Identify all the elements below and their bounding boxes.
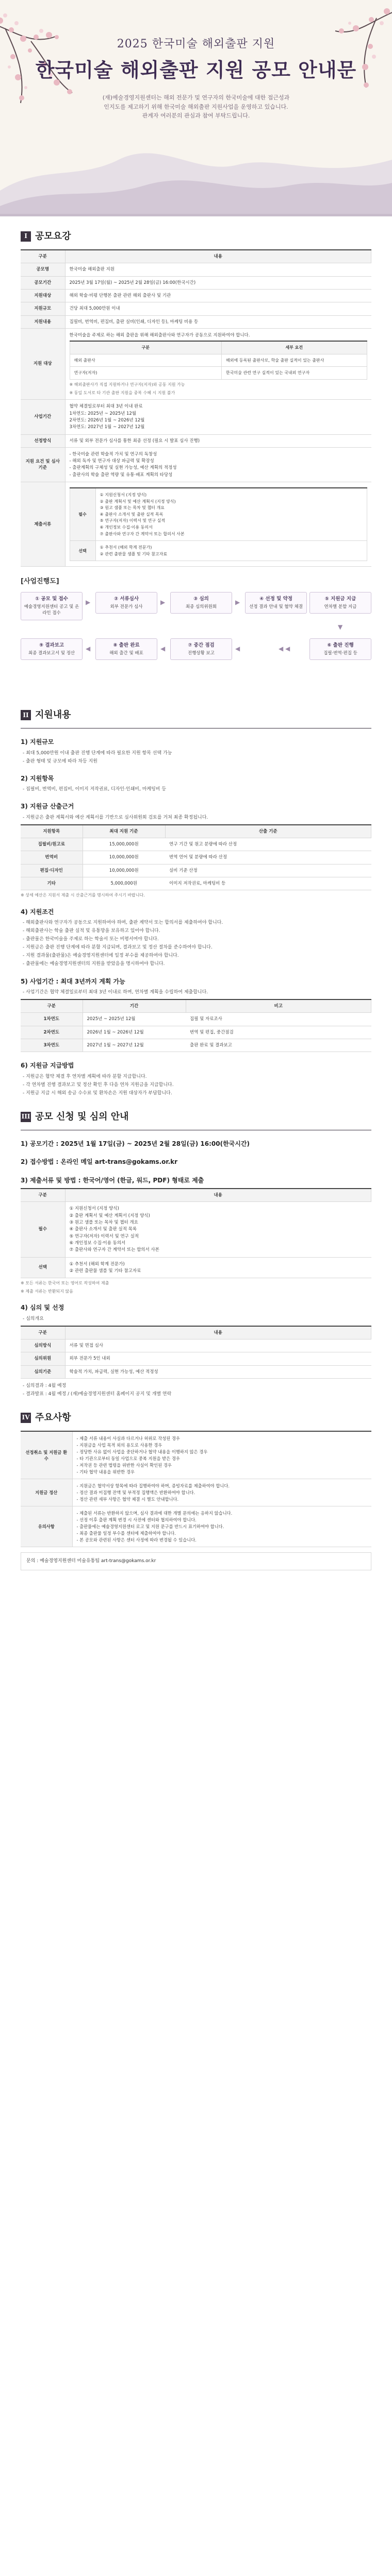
schedule-line: 3차연도: 2027년 1월 ~ 2027년 12월: [69, 425, 145, 430]
row-value: [65, 447, 371, 482]
flow-step-desc: 최종 결과보고서 및 정산: [28, 651, 75, 656]
doc-item: ④ 출판사 소개서 및 출판 실적 목록: [69, 1227, 137, 1232]
row-value: [72, 1479, 371, 1506]
table-row: [21, 1202, 371, 1257]
docs-table: [70, 487, 367, 561]
table-header-cell: 세부 요건: [222, 341, 367, 354]
table-cell: 5,000,000원: [83, 877, 165, 890]
sub-heading: 1) 지원규모: [21, 738, 54, 746]
hero-desc-line: 인지도를 제고하기 위해 한국미술 해외출판 지원사업을 운영하고 있습니다.: [104, 103, 288, 110]
table-cell: 이미지 저작권료, 마케팅비 등: [165, 877, 371, 890]
contact-info[interactable]: 문의 : 예술경영지원센터 미술유통팀 art-trans@gokams.or.kr: [26, 1558, 156, 1564]
paragraph: - 집필비, 번역비, 편집비, 이미지 저작권료, 디자인·인쇄비, 마케팅비 등: [23, 787, 167, 792]
section-heading: [21, 708, 371, 722]
hero-title: 한국미술 해외출판 지원 공모 안내문: [35, 58, 357, 81]
contact-box: [21, 1552, 371, 1570]
notice-item: - 출판물에는 예술경영지원센터 로고 및 지원 문구를 반드시 표기하여야 합니다.: [76, 1524, 224, 1530]
table-header-cell: 구분: [21, 1189, 65, 1202]
flow-step-desc: 해외 출간 및 배포: [109, 651, 143, 656]
hero-text: [0, 36, 392, 121]
criteria-line: - 해외 독자 및 연구자 대상 파급력 및 확장성: [69, 459, 154, 464]
table-row: [21, 1013, 371, 1026]
table-cell: 2026년 1월 ~ 2026년 12월: [83, 1026, 186, 1039]
row-label: 유의사항: [21, 1506, 72, 1547]
table-cell: 연구자(저자): [70, 367, 222, 380]
docs-category: 선택: [70, 541, 95, 561]
target-note: ※ 해외출판사가 직접 지원하거나 연구자(저자)와 공동 지원 가능: [69, 382, 185, 387]
flow-step-title: ④ 선정 및 약정: [259, 596, 292, 602]
doc-item: ⑦ 출판사와 연구자 간 계약서 또는 합의서 사본: [69, 1247, 159, 1253]
arrow-left-icon: ◀: [235, 645, 240, 653]
doc-item: ① 추천서 (해외 학계 전문가): [100, 545, 152, 550]
overview-table: [21, 249, 371, 567]
flow-step: [21, 592, 83, 620]
section-support: [0, 708, 392, 1097]
row-label: 지원 요건 및 심사기준: [21, 447, 65, 482]
hero-description: [85, 93, 307, 121]
row-value: [65, 482, 371, 567]
arrow-right-icon: ▶: [86, 599, 91, 606]
table-cell: 해외에 등록된 출판사로, 학술 출판 실적이 있는 출판사: [222, 354, 367, 367]
flow-step-title: ⑥ 출판 진행: [327, 642, 354, 649]
arrow-left-icon: ◀ ◀: [279, 645, 290, 653]
flow-step-desc: 연차별 분할 지급: [324, 604, 357, 610]
table-row: [70, 354, 367, 367]
flow-step: [309, 592, 371, 614]
paragraph: - 사업기간은 협약 체결일로부터 최대 3년 이내로 하며, 연차별 계획을 수립하여 제출합니다.: [23, 989, 208, 995]
hero-subtitle: 2025 한국미술 해외출판 지원: [117, 38, 275, 50]
table-row: [21, 250, 371, 263]
table-cell: 집필비/원고료: [21, 838, 83, 851]
sub-heading: 1) 공모기간 : 2025년 1월 17일(금) ~ 2025년 2월 28일(금) 16:00(한국시간): [21, 1140, 250, 1147]
table-header-cell: 최대 지원 기준: [83, 825, 165, 838]
notice-item: - 저작권 등 관련 법령을 위반한 사실이 확인된 경우: [76, 1463, 172, 1468]
flow-step-desc: 집필·번역·편집 등: [323, 651, 357, 656]
table-header-cell: 지원항목: [21, 825, 83, 838]
row-label: 지원내용: [21, 315, 65, 328]
table-header-cell: 기간: [83, 999, 186, 1013]
table-cell: 1차연도: [21, 1013, 83, 1026]
table-row: [21, 851, 371, 864]
table-row: [21, 1326, 371, 1340]
table-cell: 번역비: [21, 851, 83, 864]
schedule-line: 1차연도: 2025년 ~ 2025년 12월: [69, 411, 137, 416]
table-row: [21, 1352, 371, 1365]
docs-list: [95, 488, 367, 541]
paragraph: - 지원금 지급 시 해외 송금 수수료 및 환차손은 지원 대상자가 부담합니다.: [23, 1090, 172, 1096]
section-title: 주요사항: [35, 1412, 71, 1423]
docs-category: 필수: [70, 488, 95, 541]
paragraph: - 지원금은 협약 체결 후 연차별 계획에 따라 분할 지급합니다.: [23, 1074, 147, 1079]
docs-category: 선택: [21, 1257, 65, 1278]
paragraph: - 심의개요: [23, 1316, 44, 1321]
sub-heading: 4) 지원조건: [21, 908, 54, 916]
table-cell: 2027년 1월 ~ 2027년 12월: [83, 1039, 186, 1052]
notice-item: - 본 공모와 관련된 사항은 센터 사정에 따라 변경될 수 있습니다.: [76, 1537, 197, 1543]
notice-item: - 기타 협약 내용을 위반한 경우: [76, 1469, 135, 1475]
table-row: [21, 447, 371, 482]
sub-heading: 3) 지원금 산출근거: [21, 803, 74, 810]
table-cell: 집필 및 자료조사: [186, 1013, 371, 1026]
table-row: [21, 434, 371, 447]
doc-item: ① 추천서 (해외 학계 전문가): [69, 1261, 125, 1267]
table-row: [21, 1479, 371, 1506]
row-label: 지원 대상: [21, 328, 65, 399]
section-number: II: [21, 710, 31, 720]
doc-item: ② 관련 출판물 샘플 및 기타 참고자료: [100, 551, 168, 556]
flow-title: [사업진행도]: [21, 578, 59, 586]
table-row: [21, 315, 371, 328]
target-table: [70, 341, 367, 380]
submission-docs-table: [21, 1188, 371, 1278]
hero-banner: [0, 0, 392, 216]
flow-step-title: ⑨ 결과보고: [39, 642, 64, 649]
paragraph: - 지원 결과물(출판물)은 예술경영지원센터에 일정 부수를 제공하여야 합니다.: [23, 953, 179, 959]
section-title: 공모 신청 및 심의 안내: [35, 1111, 129, 1122]
table-cell: 연구 기간 및 원고 분량에 따라 산정: [165, 838, 371, 851]
row-value: 집필비, 번역비, 편집비, 출판 실비(인쇄, 디자인 등), 마케팅 비용 등: [65, 315, 371, 328]
doc-item: ② 관련 출판물 샘플 및 기타 참고자료: [69, 1268, 141, 1274]
table-row: [21, 1340, 371, 1352]
paragraph: - 출판물에는 예술경영지원센터의 지원을 받았음을 명시하여야 합니다.: [23, 961, 165, 967]
table-cell: 해외 출판사: [70, 354, 222, 367]
arrow-right-icon: ▶: [160, 599, 166, 606]
section-heading: [21, 1110, 371, 1124]
arrow-right-icon: ▶: [235, 599, 240, 606]
flow-step-title: ⑤ 지원금 지급: [324, 596, 356, 602]
schedule-line: 협약 체결일로부터 최대 3년 이내 완료: [69, 404, 143, 410]
section-application: [0, 1110, 392, 1398]
row-value: [65, 328, 371, 399]
paragraph: - 결과발표 : 4월 예정 / (재)예술경영지원센터 홈페이지 공지 및 개별 연락: [23, 1392, 172, 1397]
flow-step: [21, 638, 83, 660]
row-label: 지원대상: [21, 290, 65, 302]
flow-step: [95, 592, 157, 614]
submission-method[interactable]: 2) 접수방법 : 온라인 메일 art-trans@gokams.or.kr: [21, 1158, 178, 1166]
notice-item: - 정산 관련 세부 사항은 협약 체결 시 별도 안내합니다.: [76, 1497, 179, 1502]
table-row: [21, 1257, 371, 1278]
sub-heading: 4) 심의 및 선정: [21, 1304, 64, 1312]
table-row: [21, 877, 371, 890]
table-cell: 15,000,000원: [83, 838, 165, 851]
submission-note: ※ 제출 서류는 반환되지 않음: [21, 1289, 73, 1294]
doc-item: ⑥ 개인정보 수집·이용 동의서: [69, 1240, 126, 1246]
sub-heading: 3) 제출서류 및 방법 : 한국어/영어 (한글, 워드, PDF) 형태로 제출: [21, 1176, 204, 1184]
table-cell: 학술적 가치, 파급력, 실현 가능성, 예산 적정성: [65, 1365, 371, 1378]
row-value: [72, 1431, 371, 1479]
hero-desc-line: 관계자 여러분의 관심과 참여 부탁드립니다.: [142, 112, 250, 120]
row-label: 지원규모: [21, 302, 65, 315]
sub-heading: [21, 1158, 371, 1166]
table-header-cell: 구분: [21, 1326, 65, 1340]
row-label: 지원금 정산: [21, 1479, 72, 1506]
section-heading: [21, 1411, 371, 1425]
table-cell: 10,000,000원: [83, 864, 165, 877]
row-label: 사업기간: [21, 400, 65, 434]
row-label: 선정방식: [21, 434, 65, 447]
paragraph: - 출판물은 한국미술을 주제로 하는 학술서 또는 비평서여야 합니다.: [23, 937, 159, 942]
criteria-line: - 한국미술 관련 학술적 가치 및 연구의 독창성: [69, 451, 157, 457]
docs-category: 필수: [21, 1202, 65, 1257]
flow-step-desc: 최종 심의위원회: [185, 604, 217, 610]
row-value: 한국미술 해외출판 지원: [65, 263, 371, 276]
section-title: 지원내용: [35, 709, 71, 721]
criteria-line: - 출판사의 학술 출판 역량 및 유통·배포 계획의 타당성: [69, 472, 173, 478]
doc-item: ⑤ 연구자(저자) 이력서 및 연구 실적: [100, 518, 166, 523]
flow-step: [170, 638, 232, 660]
flow-step: [170, 592, 232, 614]
flow-step-desc: 진행상황 보고: [188, 651, 215, 656]
table-cell: 3차연도: [21, 1039, 83, 1052]
notice-item: - 타 기관으로부터 동일 사업으로 중복 지원을 받은 경우: [76, 1456, 180, 1462]
table-row: [21, 328, 371, 399]
paragraph: - 최대 5,000만원 이내 출판 진행 단계에 따라 필요한 지원 항목 선택 가능: [23, 750, 172, 756]
table-cell: 실비 기준 산정: [165, 864, 371, 877]
table-row: [21, 838, 371, 851]
flow-step: [309, 638, 371, 660]
doc-item: ① 지원신청서 (지정 양식): [69, 1206, 119, 1212]
review-table: [21, 1326, 371, 1379]
table-row: [21, 825, 371, 838]
flow-step-title: ⑦ 중간 점검: [188, 642, 215, 649]
row-value: [72, 1506, 371, 1547]
table-row: [21, 1189, 371, 1202]
table-row: [21, 400, 371, 434]
table-header-cell: 구분: [21, 999, 83, 1013]
paragraph: - 지원금은 출판 진행 단계에 따라 분할 지급되며, 결과보고 및 정산 절차를 준수하여야 합니다.: [23, 945, 213, 951]
flow-step-desc: 선정 결과 안내 및 협약 체결: [249, 604, 303, 610]
table-header-cell: 비고: [186, 999, 371, 1013]
target-intro: 한국미술을 주제로 하는 해외 출판을 위해 해외출판사와 연구자가 공동으로 지원하여야 합니다.: [69, 332, 250, 338]
row-value: 건당 최대 5,000만원 이내: [65, 302, 371, 315]
table-row: [21, 1026, 371, 1039]
flow-step-title: ⑧ 출판 완료: [113, 642, 140, 649]
row-label: 공모기간: [21, 276, 65, 289]
table-cell: 번역 및 편집, 중간점검: [186, 1026, 371, 1039]
notice-item: - 제출된 서류는 반환하지 않으며, 심사 결과에 대한 개별 문의에는 응하지 않습니다.: [76, 1511, 233, 1516]
row-label: 제출서류: [21, 482, 65, 567]
section-overview: [0, 230, 392, 695]
notice-table: [21, 1431, 371, 1547]
submission-note: ※ 모든 서류는 한국어 또는 영어로 작성하여 제출: [21, 1281, 109, 1286]
table-header-cell: 산출 기준: [165, 825, 371, 838]
docs-list: [65, 1257, 371, 1278]
mountain-landscape-illustration: [0, 129, 392, 216]
doc-item: ② 출판 계획서 및 예산 계획서 (지정 양식): [69, 1213, 150, 1218]
row-value: 2025년 3월 17일(월) ~ 2025년 2월 28일(금) 16:00(한국시간): [65, 276, 371, 289]
table-cell: 한국미술 관련 연구 실적이 있는 국내외 연구자: [222, 367, 367, 380]
row-label: 공모명: [21, 263, 65, 276]
table-cell: 편집·디자인: [21, 864, 83, 877]
footer-space: [0, 1570, 392, 1591]
period-table: [21, 999, 371, 1052]
table-row: [21, 263, 371, 276]
arrow-down-icon: ▼: [338, 623, 343, 631]
fee-table: [21, 824, 371, 891]
notice-item: - 최종 출판물 일정 부수를 센터에 제출하여야 합니다.: [76, 1531, 176, 1536]
notice-item: - 지원금은 협약서상 항목에 따라 집행하여야 하며, 증빙자료를 제출하여야 합니다.: [76, 1483, 230, 1489]
table-header-cell: 내용: [65, 250, 371, 263]
table-row: [70, 341, 367, 354]
doc-item: ⑥ 개인정보 수집·이용 동의서: [100, 525, 153, 530]
fee-note: ※ 상세 예산은 지원서 제출 시 산출근거를 명시하여 주시기 바랍니다.: [21, 893, 145, 898]
notice-item: - 선정 이후 출판 계획 변경 시 사전에 센터와 협의하여야 합니다.: [76, 1517, 197, 1523]
hero-desc-line: (재)예술경영지원센터는 해외 전문가 및 연구자의 한국미술에 대한 접근성과: [102, 94, 290, 101]
table-row: [21, 276, 371, 289]
flow-step-title: ① 공모 및 접수: [35, 596, 68, 602]
row-label: 선정취소 및 지원금 환수: [21, 1431, 72, 1479]
paragraph: - 지원금은 출판 계획서와 예산 계획서를 기반으로 심사위원회 검토를 거쳐 최종 확정됩니다.: [23, 815, 208, 820]
doc-item: ⑤ 연구자(저자) 이력서 및 연구 실적: [69, 1233, 139, 1239]
doc-item: ② 출판 계획서 및 예산 계획서 (지정 양식): [100, 499, 176, 504]
paragraph: - 출판 형태 및 규모에 따라 차등 지원: [23, 758, 97, 764]
table-row: [21, 1431, 371, 1479]
criteria-line: - 출판계획의 구체성 및 실현 가능성, 예산 계획의 적정성: [69, 465, 177, 471]
table-header-cell: 구분: [70, 341, 222, 354]
flow-step-desc: 외부 전문가 심사: [110, 604, 143, 610]
paragraph: - 해외출판사는 학술 출판 실적 및 유통망을 보유하고 있어야 합니다.: [23, 928, 160, 934]
table-header-cell: 구분: [21, 250, 65, 263]
docs-list: [95, 541, 367, 561]
table-row: [21, 864, 371, 877]
flow-step-title: ③ 심의: [193, 596, 209, 602]
row-value: 서류 및 외부 전문가 심사를 통한 최종 선정 (필요 시 발표 심사 진행): [65, 434, 371, 447]
table-row: [21, 1365, 371, 1378]
table-cell: 2025년 ~ 2025년 12월: [83, 1013, 186, 1026]
table-row: [21, 1506, 371, 1547]
sub-heading: 5) 사업기간 : 최대 3년까지 계획 가능: [21, 977, 125, 985]
table-cell: 출판 완료 및 결과보고: [186, 1039, 371, 1052]
table-cell: 심의기준: [21, 1365, 65, 1378]
table-row: [21, 290, 371, 302]
arrow-left-icon: ◀: [86, 645, 91, 653]
table-cell: 심의위원: [21, 1352, 65, 1365]
notice-item: - 정산 결과 미집행 잔액 및 부적정 집행액은 반환하여야 합니다.: [76, 1490, 195, 1496]
table-row: [70, 541, 367, 561]
table-row: [21, 999, 371, 1013]
process-flow-diagram: [21, 592, 371, 695]
row-value: [65, 400, 371, 434]
table-header-cell: 내용: [65, 1189, 371, 1202]
paragraph: - 심의결과 : 4월 예정: [23, 1383, 67, 1389]
sub-heading: 6) 지원금 지급방법: [21, 1062, 74, 1070]
table-row: [21, 302, 371, 315]
docs-list: [65, 1202, 371, 1257]
arrow-left-icon: ◀: [160, 645, 166, 653]
table-cell: 기타: [21, 877, 83, 890]
target-note: ※ 동일 도서로 타 기관 출판 지원을 중복 수혜 시 지원 불가: [69, 390, 175, 395]
table-row: [70, 488, 367, 541]
table-cell: 외부 전문가 5인 내외: [65, 1352, 371, 1365]
doc-item: ④ 출판사 소개서 및 출판 실적 목록: [100, 512, 164, 517]
table-row: [70, 367, 367, 380]
flow-step: [95, 638, 157, 660]
notice-item: - 제출 서류 내용이 사실과 다르거나 허위로 작성된 경우: [76, 1436, 180, 1442]
section-notices: [0, 1411, 392, 1570]
flow-step-desc: 예술경영지원센터 공고 및 온라인 접수: [24, 604, 79, 616]
table-cell: 2차연도: [21, 1026, 83, 1039]
table-row: [21, 1039, 371, 1052]
schedule-line: 2차연도: 2026년 1월 ~ 2026년 12월: [69, 417, 145, 423]
doc-item: ⑦ 출판사와 연구자 간 계약서 또는 합의서 사본: [100, 531, 185, 536]
table-cell: 번역 언어 및 분량에 따라 산정: [165, 851, 371, 864]
paragraph: - 각 연차별 진행 결과보고 및 정산 확인 후 다음 연차 지원금을 지급합니다.: [23, 1082, 174, 1088]
row-value: 해외 학술·비평 단행본 출판 관련 해외 출판사 및 기관: [65, 290, 371, 302]
notice-item: - 지원금을 사업 목적 외의 용도로 사용한 경우: [76, 1443, 162, 1448]
section-number: III: [21, 1112, 31, 1122]
flow-step-title: ② 서류심사: [113, 596, 139, 602]
table-cell: 10,000,000원: [83, 851, 165, 864]
doc-item: ① 지원신청서 (지정 양식): [100, 493, 147, 498]
table-row: [21, 482, 371, 567]
table-header-cell: 내용: [65, 1326, 371, 1340]
table-cell: 심의방식: [21, 1340, 65, 1352]
section-heading: [21, 230, 371, 243]
table-cell: 서류 및 면접 심사: [65, 1340, 371, 1352]
sub-heading: 2) 지원항목: [21, 774, 54, 782]
doc-item: ③ 원고 샘플 또는 목차 및 챕터 개요: [100, 505, 165, 511]
flow-step: [245, 592, 307, 614]
notice-item: - 정당한 사유 없이 사업을 중단하거나 협약 내용을 이행하지 않은 경우: [76, 1449, 208, 1455]
paragraph: - 해외출판사와 연구자가 공동으로 지원하여야 하며, 출판 계약서 또는 합의서를 제출하여야 합니다.: [23, 920, 223, 926]
section-number: IV: [21, 1413, 31, 1423]
section-number: I: [21, 231, 31, 242]
doc-item: ③ 원고 샘플 또는 목차 및 챕터 개요: [69, 1219, 138, 1225]
section-title: 공모요강: [35, 231, 71, 242]
